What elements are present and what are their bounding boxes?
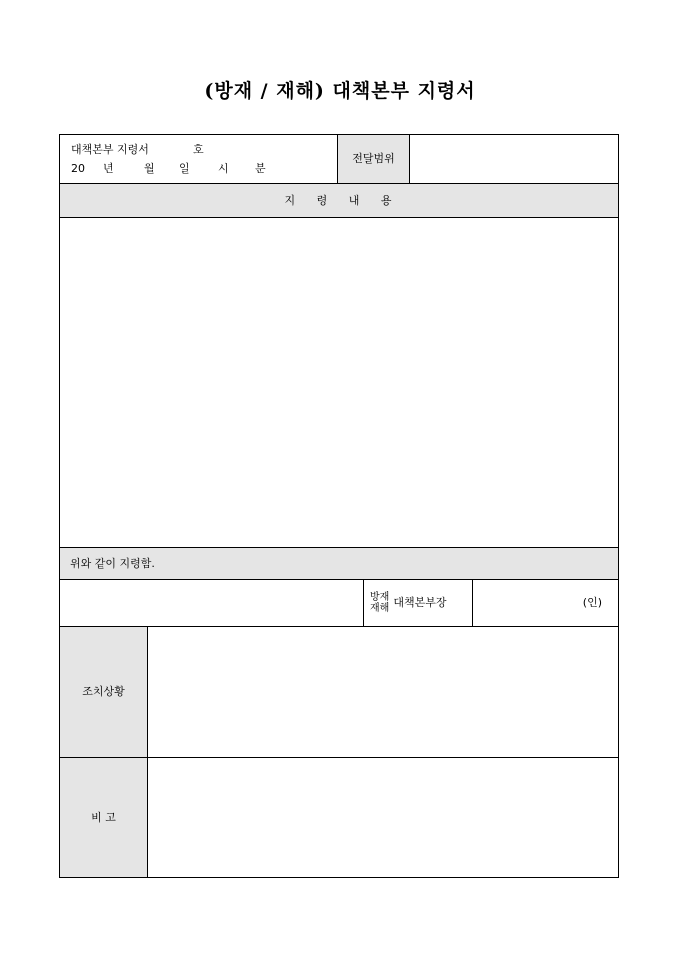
closing-statement: 위와 같이 지령함. bbox=[70, 556, 155, 570]
remarks-label-cell bbox=[60, 757, 147, 877]
order-suffix: 호 bbox=[193, 143, 204, 156]
date-year: 20 bbox=[71, 162, 85, 175]
action-status-label-cell bbox=[60, 626, 147, 757]
date-day-unit: 일 bbox=[179, 162, 190, 175]
scope-value-field[interactable] bbox=[409, 135, 618, 183]
signature-org-line2: 재해 bbox=[370, 603, 390, 614]
order-number-cell bbox=[60, 135, 337, 183]
order-label: 대책본부 지령서 bbox=[71, 143, 149, 156]
scope-label-text: 전달범위 bbox=[352, 152, 395, 165]
remarks-label: 비 고 bbox=[91, 810, 116, 824]
signature-org-line1: 방재 bbox=[370, 592, 390, 603]
content-section-header bbox=[60, 183, 618, 217]
signature-blank bbox=[60, 579, 363, 626]
order-form bbox=[59, 134, 619, 878]
signature-title: 대책본부장 bbox=[393, 596, 447, 609]
closing-statement-row bbox=[60, 547, 618, 579]
date-month-unit: 월 bbox=[144, 162, 155, 175]
content-section-label: 지 령 내 용 bbox=[284, 193, 394, 207]
signature-org-stack bbox=[370, 592, 389, 614]
signature-title-cell bbox=[363, 579, 472, 626]
date-minute-unit: 분 bbox=[255, 162, 266, 175]
date-hour-unit: 시 bbox=[218, 162, 229, 175]
date-year-unit: 년 bbox=[103, 162, 114, 175]
content-body-field[interactable] bbox=[60, 217, 618, 547]
action-status-field[interactable] bbox=[147, 626, 618, 757]
document-title: (방재 / 재해) 대책본부 지령서 bbox=[204, 80, 476, 102]
action-status-label: 조치상황 bbox=[82, 685, 125, 698]
signature-seal-field[interactable] bbox=[472, 579, 618, 626]
remarks-field[interactable] bbox=[147, 757, 618, 877]
signature-seal: (인) bbox=[582, 596, 602, 609]
scope-label bbox=[337, 135, 409, 183]
